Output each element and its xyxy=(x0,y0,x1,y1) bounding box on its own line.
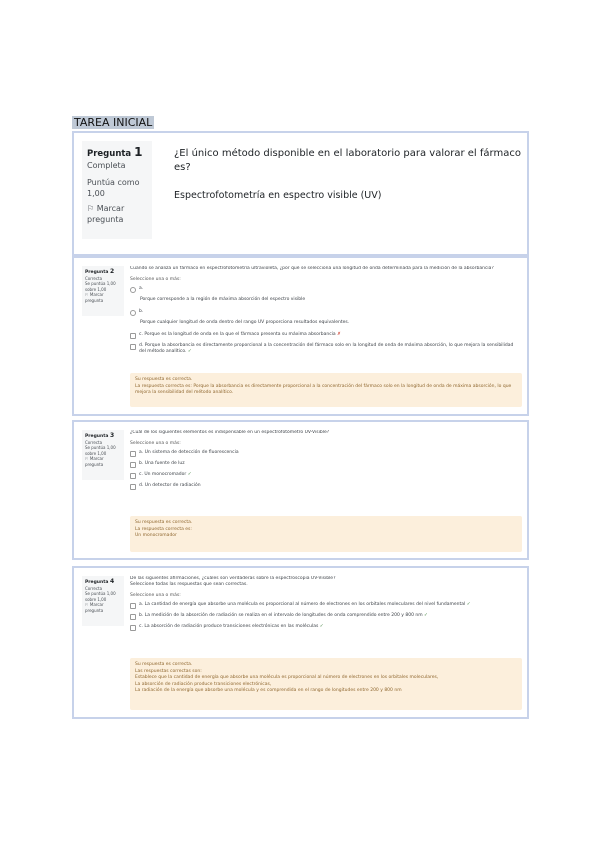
correct-icon: ✓ xyxy=(187,349,192,354)
feedback-line: Las respuestas correctas son: xyxy=(135,668,202,674)
feedback-title: Su respuesta es correcta. xyxy=(135,377,193,382)
feedback-box xyxy=(130,658,522,710)
option-radio[interactable] xyxy=(130,310,136,316)
question-content-3 xyxy=(130,430,515,494)
feedback-text: La respuesta correcta es: Porque la absorbancia es directamente proporcional a la concentración del fármaco solo en la longitud de onda de máxima absorción, lo que mejora la sensibilidad del método analítico. xyxy=(135,383,512,395)
question-number: Pregunta 1 xyxy=(87,145,143,159)
option-checkbox[interactable] xyxy=(130,625,136,631)
feedback-line: Establece que la cantidad de energía que absorbe una molécula es proporcional al número de electrones en los orbitales moleculares, xyxy=(135,675,439,680)
question-number: Pregunta 4 xyxy=(85,578,115,585)
option-c[interactable]: c. Un monocromador ✓ xyxy=(130,472,515,479)
option-a-text: Porque corresponde a la región de máxima absorción del espectro visible xyxy=(140,297,306,302)
feedback-title: Su respuesta es correcta. xyxy=(135,662,193,667)
question-info-4 xyxy=(82,576,124,626)
feedback-box xyxy=(130,516,522,552)
question-score: Se puntúa 1,00 sobre 1,00 xyxy=(85,281,116,292)
option-a[interactable]: a. Un sistema de detección de fluorescencia xyxy=(130,450,515,457)
question-state: Correcta xyxy=(85,439,103,445)
correct-icon: ✓ xyxy=(187,472,192,477)
question-number: Pregunta 3 xyxy=(85,432,115,439)
question-card-3 xyxy=(72,420,529,560)
question-score: Se puntúa 1,00 sobre 1,00 xyxy=(85,591,116,602)
option-a[interactable]: a. xyxy=(130,286,515,293)
feedback-title: Su respuesta es correcta. xyxy=(135,520,193,525)
option-b[interactable]: b. xyxy=(130,309,515,316)
option-checkbox[interactable] xyxy=(130,614,136,620)
correct-icon: ✓ xyxy=(424,613,428,618)
question-card-4 xyxy=(72,566,529,719)
question-card-1 xyxy=(72,131,529,256)
question-text: De las siguientes afirmaciones, ¿cuáles son verdaderas sobre la espectroscopia UV-Visible? xyxy=(130,576,336,581)
flag-question-link[interactable]: ⚐ Marcar pregunta xyxy=(85,602,104,613)
question-score: Se puntúa 1,00 sobre 1,00 xyxy=(85,445,116,456)
option-b-text: Porque cualquier longitud de onda dentro del rango UV proporciona resultados equivalentes. xyxy=(140,320,350,325)
option-checkbox[interactable] xyxy=(130,333,136,339)
question-content-1 xyxy=(174,147,524,202)
question-info-2 xyxy=(82,266,124,316)
question-info-1 xyxy=(82,141,152,239)
correct-icon: ✓ xyxy=(319,624,324,629)
question-state: Correcta xyxy=(85,585,103,591)
question-content-4 xyxy=(130,576,515,635)
feedback-line: La respuesta correcta es: xyxy=(135,526,192,532)
option-checkbox[interactable] xyxy=(130,451,136,457)
option-c[interactable]: c. La absorción de radiación produce transiciones electrónicas en las moléculas ✓ xyxy=(130,624,515,631)
option-checkbox[interactable] xyxy=(130,344,136,350)
select-prompt: Seleccione una o más: xyxy=(130,277,181,282)
question-state: Completa xyxy=(87,161,126,170)
option-c[interactable]: c. Porque es la longitud de onda en la que el fármaco presenta su máxima absorbancia ✗ xyxy=(130,332,515,339)
option-a[interactable]: a. La cantidad de energía que absorbe una molécula es proporcional al número de electrones en los orbitales moleculares del nivel fundamental ✓ xyxy=(130,602,515,609)
flag-icon: ⚐ xyxy=(85,456,89,461)
option-d[interactable]: d. Un detector de radiación xyxy=(130,483,515,490)
question-info-3 xyxy=(82,430,124,480)
flag-icon: ⚐ xyxy=(85,602,89,607)
question-number: Pregunta 2 xyxy=(85,268,115,275)
question-score: Puntúa como 1,00 xyxy=(87,178,140,198)
option-radio[interactable] xyxy=(130,287,136,293)
option-b[interactable]: b. Una fuente de luz xyxy=(130,461,515,468)
feedback-line: La radiación de la energía que absorbe una molécula y es comprendida en el rango de longitudes entre 200 y 800 nm xyxy=(135,688,402,693)
select-prompt: Seleccione una o más: xyxy=(130,593,181,598)
feedback-box xyxy=(130,373,522,407)
question-text: ¿El único método disponible en el laboratorio para valorar el fármaco es? xyxy=(174,148,521,173)
flag-question-link[interactable]: ⚐ Marcar pregunta xyxy=(87,204,125,224)
flag-question-link[interactable]: ⚐ Marcar pregunta xyxy=(85,456,104,467)
feedback-line: Un monocromador xyxy=(135,533,177,538)
option-b[interactable]: b. La medición de la absorción de radiación se realiza en el intervalo de longitudes de onda comprendido entre 200 y 800 nm ✓ xyxy=(130,613,515,620)
answer-text: Espectrofotometría en espectro visible (UV) xyxy=(174,190,382,201)
flag-question-link[interactable]: ⚐ Marcar pregunta xyxy=(85,292,104,303)
correct-icon: ✓ xyxy=(466,602,471,607)
question-state: Correcta xyxy=(85,275,103,281)
page-heading: TAREA INICIAL xyxy=(74,116,153,129)
option-checkbox[interactable] xyxy=(130,473,136,479)
flag-icon: ⚐ xyxy=(85,292,89,297)
question-instruction: Seleccione todas las respuestas que sean correctas. xyxy=(130,582,248,587)
option-checkbox[interactable] xyxy=(130,462,136,468)
incorrect-icon: ✗ xyxy=(337,332,341,337)
question-card-2 xyxy=(72,256,529,416)
option-d[interactable]: d. Porque la absorbancia es directamente proporcional a la concentración del fármaco solo en la longitud de onda de máxima absorción, lo que mejora la sensibilidad del método analítico. ✓ xyxy=(130,343,515,355)
select-prompt: Seleccione una o más: xyxy=(130,441,181,446)
feedback-line: La absorción de radiación produce transiciones electrónicas, xyxy=(135,681,272,687)
question-text: ¿Cuál de los siguientes elementos es indispensable en un espectrofotómetro UV-Visible? xyxy=(130,430,330,435)
option-checkbox[interactable] xyxy=(130,603,136,609)
option-checkbox[interactable] xyxy=(130,484,136,490)
question-content-2 xyxy=(130,266,515,359)
question-text: Cuando se analiza un fármaco en espectrofotometría ultravioleta, ¿por qué se selecciona una longitud de onda determinada para la medición de la absorbancia? xyxy=(130,266,494,271)
flag-icon: ⚐ xyxy=(87,204,95,213)
